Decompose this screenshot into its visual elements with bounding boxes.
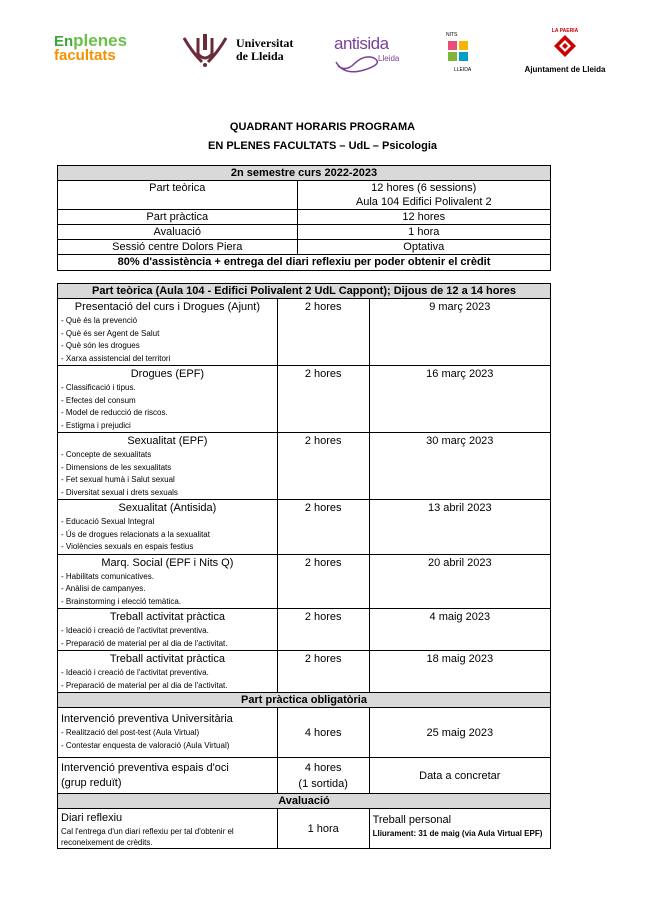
attendance-note: 80% d'assistència + entrega del diari reflexiu per poder obtenir el crèdit: [58, 255, 551, 271]
schedule-table: [57, 283, 551, 849]
session-date: 16 març 2023: [369, 366, 550, 433]
ajuntament-lleida-logo: LA PAERIA Ajuntament de Lleida: [524, 28, 606, 74]
summary-label: Part teòrica: [58, 181, 298, 210]
summary-value: 12 hores (6 sessions) Aula 104 Edifici Polivalent 2: [297, 181, 550, 210]
summary-value: Optativa: [297, 240, 550, 255]
theory-header: Part teòrica (Aula 104 - Edifici Polivalent 2 UdL Cappont); Dijous de 12 a 14 hores: [58, 284, 551, 299]
evaluation-cell: Diari reflexiu Cal l'entrega d'un diari reflexiu per tal d'obtenir el reconeixement de crèdits.: [58, 809, 278, 849]
summary-header: 2n semestre curs 2022-2023: [58, 166, 551, 181]
session-date: 13 abril 2023: [369, 500, 550, 555]
udl-emblem-icon: [180, 32, 230, 68]
summary-value: 12 hores: [297, 210, 550, 225]
table-row: [58, 500, 551, 555]
session-cell: Drogues (EPF) - Classificació i tipus. - Efectes del consum - Model de reducció de riscos. - Estigma i prejudici: [58, 366, 278, 433]
document-title: QUADRANT HORARIS PROGRAMA: [229, 121, 416, 133]
table-row: [58, 210, 551, 225]
session-hours: 2 hores: [277, 651, 369, 693]
practice-hours: 4 hores (1 sortida): [277, 758, 369, 794]
evaluation-header: Avaluació: [58, 794, 551, 809]
summary-value: 1 hora: [297, 225, 550, 240]
summary-table: [57, 165, 551, 271]
summary-label: Sessió centre Dolors Piera: [58, 240, 298, 255]
practice-title: Intervenció preventiva Universitària: [61, 713, 233, 725]
nits-q-mark-icon: [446, 39, 470, 65]
session-cell: Treball activitat pràctica - Ideació i creació de l'activitat preventiva. - Preparació de material per al dia de l'activitat.: [58, 651, 278, 693]
session-cell: Treball activitat pràctica - Ideació i creació de l'activitat preventiva. - Preparació de material per al dia de l'activitat.: [58, 609, 278, 651]
practice-date: 25 maig 2023: [369, 708, 550, 758]
en-plenes-facultats-logo: Enplenes facultats: [54, 31, 128, 64]
table-row: [58, 609, 551, 651]
evaluation-work-cell: Treball personal Lliurament: 31 de maig (via Aula Virtual EPF): [369, 809, 550, 849]
practice-header: Part pràctica obligatòria: [58, 693, 551, 708]
session-date: 9 març 2023: [369, 299, 550, 366]
table-row: [58, 651, 551, 693]
session-title: Marq. Social (EPF i Nits Q): [101, 556, 234, 569]
session-date: 30 març 2023: [369, 433, 550, 500]
practice-cell: Intervenció preventiva Universitària - Realització del post-test (Aula Virtual) - Contestar enquesta de valoració (Aula Virtual): [58, 708, 278, 758]
table-row: [58, 433, 551, 500]
session-hours: 2 hores: [277, 609, 369, 651]
session-hours: 2 hores: [277, 554, 369, 609]
table-row: [58, 708, 551, 758]
document-subtitle: EN PLENES FACULTATS – UdL – Psicologia: [208, 140, 437, 152]
evaluation-title: Diari reflexiu: [61, 812, 123, 824]
evaluation-hours: 1 hora: [277, 809, 369, 849]
paeria-shield-icon: [553, 34, 577, 58]
ribbon-icon: [334, 54, 394, 76]
practice-date: Data a concretar: [369, 758, 550, 794]
session-title: Treball activitat pràctica: [109, 611, 225, 623]
practice-cell: Intervenció preventiva espais d'oci (grup reduït): [58, 758, 278, 794]
logo-bar: Enplenes facultats Universitat de Lleida antisida Lleida NITS LLEIDA LA PAERIA Ajuntament de Lleida: [0, 28, 645, 78]
session-cell: Sexualitat (EPF) - Concepte de sexualitats - Dimensions de les sexualitats - Fet sexual humà i Salut sexual - Diversitat sexual i drets sexuals: [58, 433, 278, 500]
session-cell: Marq. Social (EPF i Nits Q) - Habilitats comunicatives. - Anàlisi de campanyes. - Brainstorming i elecció temàtica.: [58, 554, 278, 609]
table-row: [58, 554, 551, 609]
session-date: 20 abril 2023: [369, 554, 550, 609]
summary-label: Part pràctica: [58, 210, 298, 225]
table-row: [58, 225, 551, 240]
session-hours: 2 hores: [277, 433, 369, 500]
table-row: [58, 366, 551, 433]
table-row: [58, 809, 551, 849]
antisida-logo: antisida Lleida: [334, 34, 389, 54]
session-title: Sexualitat (EPF): [127, 435, 208, 447]
udl-logo: Universitat de Lleida: [180, 32, 293, 68]
practice-hours: 4 hores: [277, 708, 369, 758]
session-hours: 2 hores: [277, 500, 369, 555]
session-hours: 2 hores: [277, 366, 369, 433]
table-row: [58, 299, 551, 366]
session-date: 18 maig 2023: [369, 651, 550, 693]
session-title: Drogues (EPF): [130, 368, 205, 380]
session-cell: Sexualitat (Antisida) - Educació Sexual Integral - Ús de drogues relacionats a la sexualitat - Violències sexuals en espais festius: [58, 500, 278, 555]
table-row: [58, 181, 551, 210]
session-hours: 2 hores: [277, 299, 369, 366]
session-date: 4 maig 2023: [369, 609, 550, 651]
summary-label: Avaluació: [58, 225, 298, 240]
session-cell: Presentació del curs i Drogues (Ajunt) - Què és la prevenció - Què és ser Agent de Salut - Què són les drogues - Xarxa assistencial del territori: [58, 299, 278, 366]
table-row: [58, 758, 551, 794]
session-title: Treball activitat pràctica: [109, 653, 225, 665]
session-title: Presentació del curs i Drogues (Ajunt): [74, 301, 261, 313]
table-row: [58, 240, 551, 255]
session-title: Sexualitat (Antisida): [118, 502, 217, 514]
